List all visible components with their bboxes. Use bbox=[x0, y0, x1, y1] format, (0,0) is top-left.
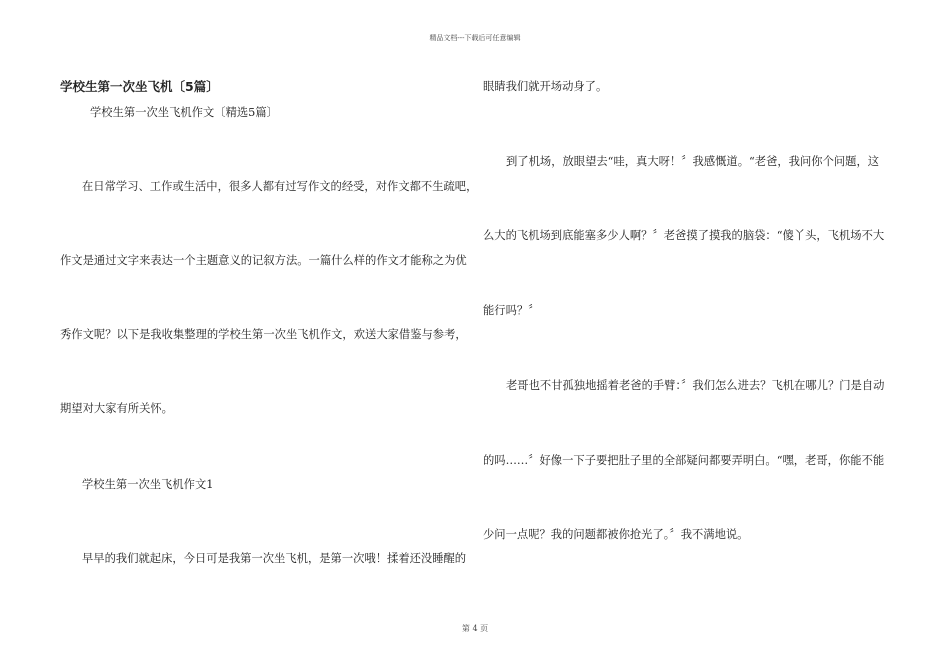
paragraph-line: 到了机场，放眼望去“哇，真大呀！〞我感慨道。“老爸，我问你个问题，这 bbox=[506, 155, 880, 168]
paragraph-line: 秀作文呢？以下是我收集整理的学校生第一次坐飞机作文，欢送大家借鉴与参考， bbox=[60, 328, 467, 341]
paragraph-line: 么大的飞机场到底能塞多少人啊？〞老爸摸了摸我的脑袋：“傻丫头，飞机场不大 bbox=[483, 229, 885, 242]
paragraph-line: 老哥也不甘孤独地摇着老爸的手臂：〞我们怎么进去？飞机在哪儿？门是自动 bbox=[506, 379, 885, 392]
paragraph-line: 期望对大家有所关怀。 bbox=[60, 402, 173, 415]
paragraph-line: 少问一点呢？我的问题都被你抢光了。〞我不满地说。 bbox=[483, 528, 749, 541]
document-subtitle: 学校生第一次坐飞机作文〔精选5篇〕 bbox=[90, 106, 278, 119]
document-title: 学校生第一次坐飞机〔5篇〕 bbox=[60, 79, 219, 94]
page-footer: 第 4 页 bbox=[461, 624, 489, 633]
paragraph-line: 早早的我们就起床，今日可是我第一次坐飞机，是第一次哦！揉着还没睡醒的 bbox=[82, 552, 467, 565]
section-heading: 学校生第一次坐飞机作文1 bbox=[82, 478, 214, 491]
paragraph-line: 眼睛我们就开场动身了。 bbox=[483, 80, 608, 93]
paragraph-line: 在日常学习、工作或生活中，很多人都有过写作文的经受，对作文都不生疏吧， bbox=[82, 180, 478, 193]
paragraph-line: 能行吗？〞 bbox=[483, 304, 540, 317]
paragraph-line: 作文是通过文字来表达一个主题意义的记叙方法。一篇什么样的作文才能称之为优 bbox=[60, 254, 467, 267]
paragraph-line: 的吗……〞好像一下子要把肚子里的全部疑问都要弄明白。“嘿，老哥，你能不能 bbox=[483, 454, 885, 467]
page-header: 精品文档---下载后可任意编辑 bbox=[429, 34, 521, 42]
